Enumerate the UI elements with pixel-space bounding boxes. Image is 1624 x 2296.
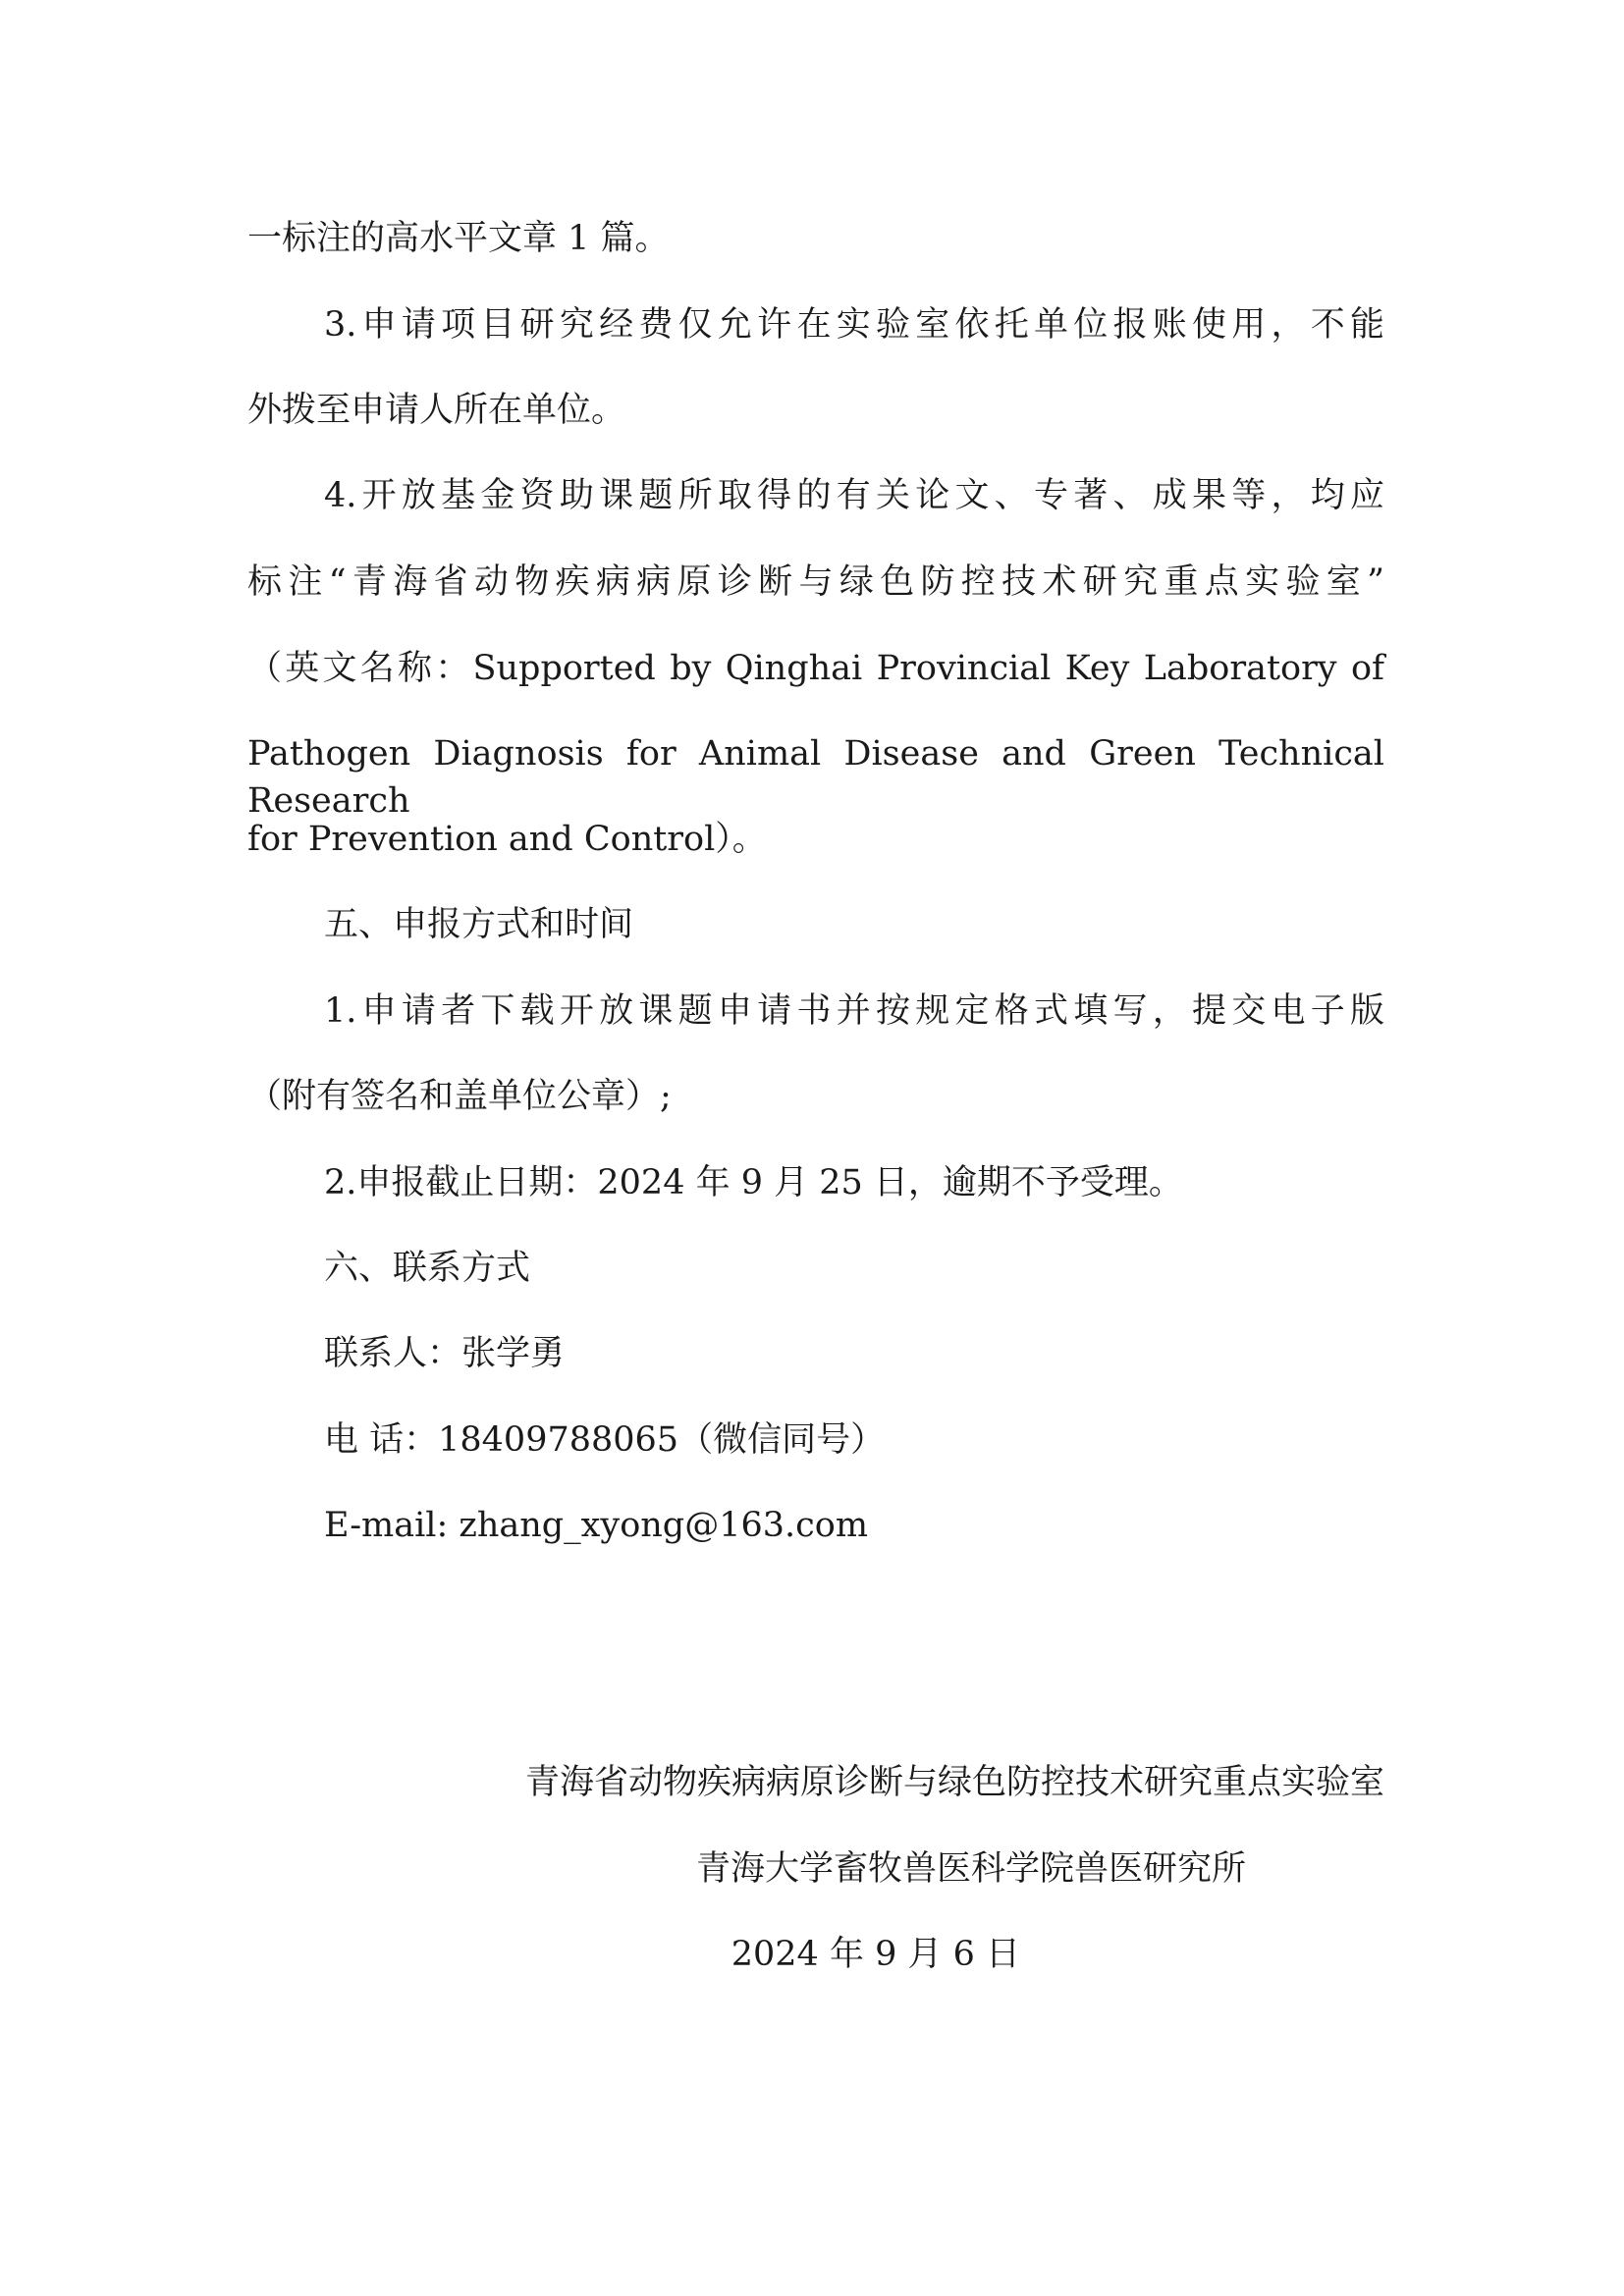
contact-email: E-mail: zhang_xyong@163.com: [324, 1506, 869, 1545]
paragraph-line: 3.申请项目研究经费仅允许在实验室依托单位报账使用，不能: [324, 305, 1384, 345]
paragraph-line: （英文名称：Supported by Qinghai Provincial Key Laboratory of: [247, 649, 1384, 688]
signature-institute: 青海大学畜牧兽医科学院兽医研究所: [695, 1849, 1246, 1889]
section-heading: 六、联系方式: [324, 1249, 531, 1288]
paragraph-line: 4.开放基金资助课题所取得的有关论文、专著、成果等，均应: [324, 476, 1384, 515]
paragraph-line: 1.申请者下载开放课题申请书并按规定格式填写，提交电子版: [324, 991, 1384, 1031]
contact-phone: 电 话：18409788065（微信同号）: [324, 1420, 886, 1460]
paragraph-line: （附有签名和盖单位公章）;: [247, 1077, 672, 1116]
paragraph-line: for Prevention and Control）。: [247, 820, 767, 859]
signature-org: 青海省动物疾病病原诊断与绿色防控技术研究重点实验室: [524, 1763, 1384, 1802]
signature-date: 2024 年 9 月 6 日: [731, 1935, 1020, 1974]
paragraph-line: 2.申报截止日期：2024 年 9 月 25 日，逾期不予受理。: [324, 1163, 1183, 1202]
contact-person: 联系人：张学勇: [324, 1334, 566, 1373]
paragraph-line: Pathogen Diagnosis for Animal Disease and Green Technical Research: [247, 734, 1384, 821]
section-heading: 五、申报方式和时间: [324, 905, 634, 944]
paragraph-line: 一标注的高水平文章 1 篇。: [247, 219, 670, 258]
paragraph-line: 外拨至申请人所在单位。: [247, 391, 626, 430]
paragraph-line: 标注“青海省动物疾病病原诊断与绿色防控技术研究重点实验室”: [247, 562, 1384, 602]
